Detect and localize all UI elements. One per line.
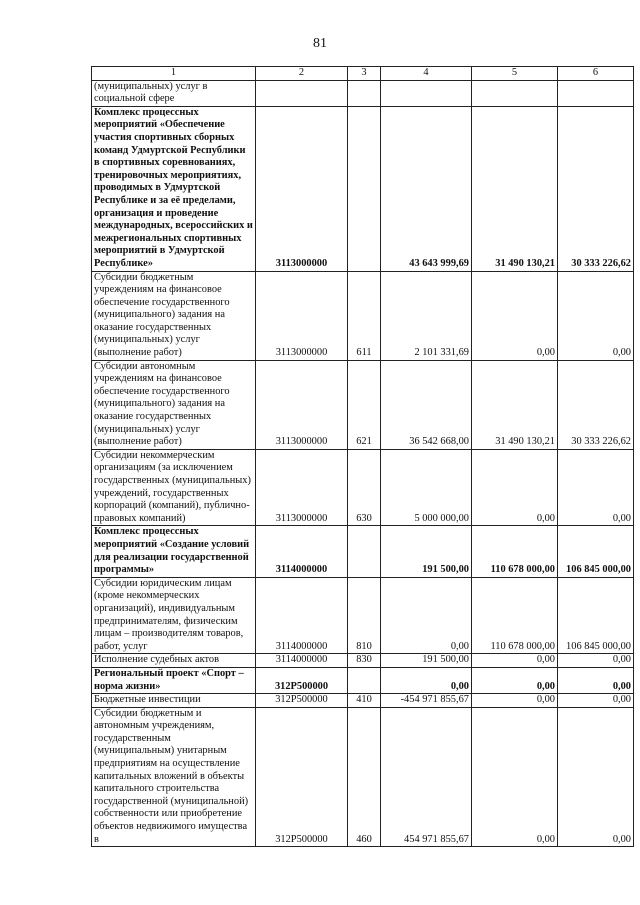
row-code-cell: 312Р500000 — [256, 694, 348, 708]
row-code-cell: 3114000000 — [256, 577, 348, 654]
row-code-cell: 3113000000 — [256, 106, 348, 271]
table-row — [92, 449, 634, 526]
row-value-col-5: 0,00 — [472, 449, 558, 526]
row-kind-cell: 830 — [348, 654, 381, 668]
row-value-col-6: 0,00 — [558, 654, 634, 668]
table-row — [92, 106, 634, 271]
header-col-5: 5 — [472, 67, 558, 81]
table-row — [92, 80, 634, 106]
row-value-col-4: 2 101 331,69 — [381, 271, 472, 360]
row-value-col-6: 106 845 000,00 — [558, 526, 634, 577]
table-row — [92, 654, 634, 668]
page-number: 81 — [313, 36, 327, 51]
row-value-col-4: 5 000 000,00 — [381, 449, 472, 526]
header-col-3: 3 — [348, 67, 381, 81]
row-value-col-6: 30 333 226,62 — [558, 106, 634, 271]
row-name-cell: Комплекс процессных мероприятий «Обеспечение участия спортивных сборных команд Удмуртской Республики в спортивных соревнованиях, тренировочных мероприятиях, проводимых в Удмуртской Республике и за её пределами, организация и проведение международных, всероссийских и межрегиональных спортивных мероприятий в Удмуртской Республике» — [92, 106, 256, 271]
row-name-cell: Комплекс процессных мероприятий «Создание условий для реализации государственной программы» — [92, 526, 256, 577]
budget-table — [91, 66, 634, 847]
row-code-cell: 3113000000 — [256, 360, 348, 449]
row-value-col-5: 31 490 130,21 — [472, 106, 558, 271]
row-name-cell: Субсидии юридическим лицам (кроме некоммерческих организаций), индивидуальным предпринимателям, физическим лицам – производителям товаров, работ, услуг — [92, 577, 256, 654]
row-name-cell: Субсидии бюджетным и автономным учреждениям, государственным (муниципальным) унитарным предприятиям на осуществление капитальных вложений в объекты капитального строительства государственной (муниципальной) собственности или приобретение объектов недвижимого имущества в — [92, 707, 256, 847]
row-code-cell: 3113000000 — [256, 271, 348, 360]
header-col-6: 6 — [558, 67, 634, 81]
row-value-col-4: 454 971 855,67 — [381, 707, 472, 847]
row-value-col-4 — [381, 80, 472, 106]
table-row — [92, 271, 634, 360]
row-kind-cell: 410 — [348, 694, 381, 708]
row-value-col-4: 43 643 999,69 — [381, 106, 472, 271]
row-code-cell: 3114000000 — [256, 526, 348, 577]
row-value-col-6: 0,00 — [558, 271, 634, 360]
row-code-cell: 3113000000 — [256, 449, 348, 526]
row-value-col-5: 110 678 000,00 — [472, 526, 558, 577]
table-row — [92, 707, 634, 847]
table-row — [92, 694, 634, 708]
row-name-cell: Бюджетные инвестиции — [92, 694, 256, 708]
row-value-col-6: 30 333 226,62 — [558, 360, 634, 449]
row-kind-cell — [348, 106, 381, 271]
row-value-col-4: 36 542 668,00 — [381, 360, 472, 449]
row-value-col-5: 0,00 — [472, 654, 558, 668]
row-value-col-5: 0,00 — [472, 707, 558, 847]
row-value-col-5: 110 678 000,00 — [472, 577, 558, 654]
row-kind-cell: 460 — [348, 707, 381, 847]
row-value-col-6 — [558, 80, 634, 106]
row-value-col-6: 106 845 000,00 — [558, 577, 634, 654]
table-row — [92, 526, 634, 577]
row-value-col-4: -454 971 855,67 — [381, 694, 472, 708]
table-row — [92, 577, 634, 654]
row-value-col-5: 31 490 130,21 — [472, 360, 558, 449]
row-value-col-4: 0,00 — [381, 577, 472, 654]
row-kind-cell: 621 — [348, 360, 381, 449]
row-kind-cell — [348, 80, 381, 106]
row-kind-cell: 630 — [348, 449, 381, 526]
row-name-cell: Субсидии бюджетным учреждениям на финансовое обеспечение государственного (муниципального) задания на оказание государственных (муниципальных) услуг (выполнение работ) — [92, 271, 256, 360]
row-kind-cell: 611 — [348, 271, 381, 360]
table-header-row — [92, 67, 634, 81]
row-value-col-6: 0,00 — [558, 707, 634, 847]
row-value-col-4: 191 500,00 — [381, 526, 472, 577]
row-value-col-6: 0,00 — [558, 449, 634, 526]
row-value-col-5: 0,00 — [472, 667, 558, 693]
row-name-cell: (муниципальных) услуг в социальной сфере — [92, 80, 256, 106]
table-row — [92, 360, 634, 449]
row-code-cell: 312Р500000 — [256, 667, 348, 693]
row-name-cell: Региональный проект «Спорт – норма жизни» — [92, 667, 256, 693]
row-name-cell: Субсидии автономным учреждениям на финансовое обеспечение государственного (муниципального) задания на оказание государственных (муниципальных) услуг (выполнение работ) — [92, 360, 256, 449]
row-value-col-5 — [472, 80, 558, 106]
row-kind-cell: 810 — [348, 577, 381, 654]
header-col-1: 1 — [92, 67, 256, 81]
header-col-2: 2 — [256, 67, 348, 81]
header-col-4: 4 — [381, 67, 472, 81]
row-kind-cell — [348, 526, 381, 577]
row-code-cell: 312Р500000 — [256, 707, 348, 847]
row-code-cell — [256, 80, 348, 106]
table-row — [92, 667, 634, 693]
row-value-col-4: 191 500,00 — [381, 654, 472, 668]
row-value-col-5: 0,00 — [472, 271, 558, 360]
row-name-cell: Исполнение судебных актов — [92, 654, 256, 668]
row-value-col-5: 0,00 — [472, 694, 558, 708]
row-name-cell: Субсидии некоммерческим организациям (за исключением государственных (муниципальных) учреждений, государственных корпораций (компаний), публично-правовых компаний) — [92, 449, 256, 526]
row-code-cell: 3114000000 — [256, 654, 348, 668]
row-value-col-4: 0,00 — [381, 667, 472, 693]
row-value-col-6: 0,00 — [558, 667, 634, 693]
row-value-col-6: 0,00 — [558, 694, 634, 708]
row-kind-cell — [348, 667, 381, 693]
